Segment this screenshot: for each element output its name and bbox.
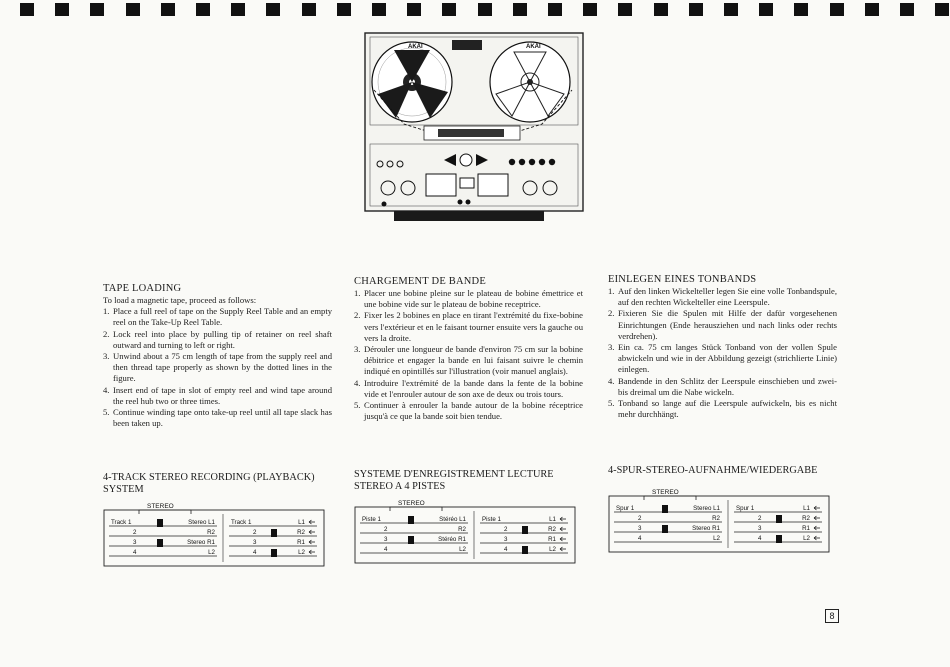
step-text: Placer une bobine pleine sur le plateau de bobine émettrice et une bobine vide sur le plateau de bobine receptrice.	[364, 288, 583, 310]
step-text: Unwind about a 75 cm length of tape from the supply reel and then thread tape properly as shown by the dotted lines in the figure.	[113, 351, 332, 384]
step-number: 1.	[103, 306, 110, 317]
direction-arrow-icon	[560, 527, 566, 531]
punch-hole	[90, 3, 104, 16]
step-text: Dérouler une longueur de bande d'environ 75 cm sur la bobine débitrice et engager la bande en lui faisant suivre le chemin indiqué en opintillés sur l'illustration (voir manuel anglais).	[364, 344, 583, 377]
instruction-step	[103, 351, 332, 385]
track-channel: R2	[712, 515, 720, 522]
german-heading: EINLEGEN EINES TONBANDS	[608, 274, 757, 285]
head-gap-mark	[662, 505, 668, 513]
direction-arrow-icon	[560, 537, 566, 541]
track-label: 2	[504, 526, 508, 533]
direction-arrow-icon	[560, 517, 566, 521]
german-steps	[608, 286, 837, 420]
head-gap-mark	[408, 536, 414, 544]
track-channel: L1	[298, 519, 305, 526]
track-label: 2	[638, 515, 642, 522]
step-text: Insert end of tape in slot of empty reel and wind tape around the reel hub two or three times.	[113, 384, 332, 406]
french-instructions	[354, 276, 583, 422]
english-intro: To load a magnetic tape, proceed as follows:	[103, 295, 257, 305]
step-text: Introduire l'extrémité de la bande dans la fente de la bobine vide et l'enrouler autour de son axe de deux ou trois tours.	[364, 377, 583, 399]
instruction-step	[354, 378, 583, 400]
step-text: Tonband so lange auf die Leerspule aufwickeln, bis es nicht mehr durchhängt.	[618, 398, 837, 420]
punch-hole	[337, 3, 351, 16]
head-gap-mark	[776, 535, 782, 543]
punch-hole	[794, 3, 808, 16]
head-gap-mark	[271, 529, 277, 537]
track-label: Track 1	[231, 519, 252, 526]
track-channel: L1	[803, 505, 810, 512]
instruction-step	[354, 288, 583, 310]
head-gap-mark	[522, 526, 528, 534]
track-channel: L1	[549, 516, 556, 523]
track-label: Spur 1	[616, 505, 635, 512]
track-channel: L2	[208, 549, 215, 556]
direction-arrow-icon	[309, 540, 315, 544]
step-text: Bandende in den Schlitz der Leerspule einschieben und zwei- bis dreimal um die Nabe wickeln.	[618, 375, 837, 397]
punch-hole	[161, 3, 175, 16]
step-text: Auf den linken Wickelteller legen Sie eine volle Tonbandspule, auf den rechten Wickelteller eine Leerspule.	[618, 286, 837, 308]
instruction-step	[354, 400, 583, 422]
track-channel: Stéréo L1	[439, 516, 466, 523]
english-heading: TAPE LOADING	[103, 283, 182, 294]
direction-arrow-icon	[814, 506, 820, 510]
direction-arrow-icon	[560, 547, 566, 551]
punch-hole	[55, 3, 69, 16]
step-number: 3.	[354, 344, 361, 355]
head-gap-mark	[408, 516, 414, 524]
track-diagram	[608, 486, 830, 556]
step-text: Ein ca. 75 cm langes Stück Tonband von der vollen Spule abwickeln und wie in der Abbildung gezeigt (strichlierte Linie) einlegen.	[618, 342, 837, 375]
brand-right-label: AKAI	[526, 44, 541, 50]
track-label: 3	[133, 539, 137, 546]
step-number: 5.	[608, 398, 615, 409]
track-channel: R2	[458, 526, 466, 533]
track-channel: R2	[802, 515, 810, 522]
track-label: 4	[758, 535, 762, 542]
step-number: 5.	[103, 407, 110, 418]
german-track-heading: 4-SPUR-STEREO-AUFNAHME/WIEDERGABE	[608, 465, 818, 476]
track-label: 4	[384, 546, 388, 553]
track-label: 3	[384, 536, 388, 543]
step-number: 1.	[354, 288, 361, 298]
german-track-table	[608, 486, 830, 556]
track-label: Piste 1	[362, 516, 381, 523]
step-number: 2.	[608, 308, 615, 319]
german-instructions	[608, 274, 837, 420]
punch-hole	[231, 3, 245, 16]
direction-arrow-icon	[309, 530, 315, 534]
head-gap-mark	[662, 525, 668, 533]
instruction-step	[354, 310, 583, 344]
track-label: 3	[253, 539, 257, 546]
track-label: 4	[638, 535, 642, 542]
step-number: 2.	[354, 310, 361, 321]
brand-left-label: AKAI	[408, 44, 423, 50]
instruction-step	[103, 407, 332, 429]
punch-hole	[865, 3, 879, 16]
track-label: 2	[758, 515, 762, 522]
step-text: Place a full reel of tape on the Supply Reel Table and an empty reel on the Take-Up Reel Table.	[113, 306, 332, 328]
punch-hole	[196, 3, 210, 16]
punch-hole	[830, 3, 844, 16]
punch-hole	[654, 3, 668, 16]
direction-arrow-icon	[309, 550, 315, 554]
tape-deck-illustration	[364, 32, 584, 224]
track-channel: Stéréo R1	[438, 536, 466, 543]
track-channel: R2	[297, 529, 305, 536]
punch-hole	[583, 3, 597, 16]
instruction-step	[608, 398, 837, 420]
track-channel: L2	[459, 546, 466, 553]
track-label: 2	[133, 529, 137, 536]
punch-hole	[126, 3, 140, 16]
track-channel: R2	[548, 526, 556, 533]
track-channel: Stereo R1	[187, 539, 215, 546]
step-number: 5.	[354, 400, 361, 411]
track-label: 3	[758, 525, 762, 532]
track-channel: R1	[548, 536, 556, 543]
direction-arrow-icon	[814, 536, 820, 540]
binder-punch-strip	[0, 0, 950, 20]
track-label: Spur 1	[736, 505, 755, 512]
track-label: 4	[253, 549, 257, 556]
track-channel: R1	[802, 525, 810, 532]
stereo-bracket	[390, 507, 442, 511]
step-number: 2.	[103, 328, 110, 339]
punch-hole	[20, 3, 34, 16]
head-gap-mark	[271, 549, 277, 557]
punch-hole	[724, 3, 738, 16]
track-label: Piste 1	[482, 516, 501, 523]
french-track-table	[354, 497, 576, 567]
track-channel: L2	[549, 546, 556, 553]
supply-reel-icon	[372, 42, 452, 122]
stereo-label: STEREO	[652, 489, 679, 496]
step-text: Lock reel into place by pulling tip of retainer on reel shaft outward and turning to left or right.	[113, 328, 332, 350]
step-number: 1.	[608, 286, 615, 296]
step-number: 4.	[354, 377, 361, 388]
punch-hole	[689, 3, 703, 16]
track-diagram	[354, 497, 576, 567]
direction-arrow-icon	[814, 516, 820, 520]
instruction-step	[103, 385, 332, 407]
french-track-heading: SYSTEME D'ENREGISTREMENT LECTURE STEREO A 4 PISTES	[354, 469, 554, 492]
punch-hole	[759, 3, 773, 16]
punch-hole	[478, 3, 492, 16]
step-text: Fixer les 2 bobines en place en tirant l'extrémité du fixe-bobine vers l'extérieur et en le faisant tourner ensuite vers la gauche ou vers la droite.	[364, 310, 583, 343]
track-channel: Stereo L1	[693, 505, 720, 512]
french-steps	[354, 288, 583, 422]
track-label: 4	[504, 546, 508, 553]
instruction-step	[103, 306, 332, 328]
track-label: Track 1	[111, 519, 132, 526]
stereo-bracket	[644, 496, 696, 500]
track-label: 2	[384, 526, 388, 533]
english-track-table	[103, 500, 325, 570]
track-channel: L2	[713, 535, 720, 542]
english-instructions	[103, 283, 332, 429]
direction-arrow-icon	[309, 520, 315, 524]
track-channel: R2	[207, 529, 215, 536]
track-channel: L2	[298, 549, 305, 556]
page-number: 8	[825, 609, 839, 623]
head-gap-mark	[522, 546, 528, 554]
direction-arrow-icon	[814, 526, 820, 530]
instruction-step	[608, 286, 837, 308]
head-gap-mark	[776, 515, 782, 523]
step-number: 3.	[103, 351, 110, 362]
punch-hole	[302, 3, 316, 16]
step-text: Continuer à enrouler la bande autour de la bobine réceptrice jusqu'à ce que la bande soit bien tendue.	[364, 400, 583, 422]
punch-hole	[548, 3, 562, 16]
tape-deck-drawing	[364, 32, 584, 224]
track-diagram	[103, 500, 325, 570]
head-gap-mark	[157, 539, 163, 547]
instruction-step	[608, 342, 837, 376]
track-label: 4	[133, 549, 137, 556]
instruction-step	[354, 344, 583, 378]
punch-hole	[407, 3, 421, 16]
stereo-label: STEREO	[398, 500, 425, 507]
head-gap-mark	[157, 519, 163, 527]
instruction-step	[608, 308, 837, 342]
track-label: 2	[253, 529, 257, 536]
take-up-reel-icon	[490, 42, 570, 122]
punch-hole	[372, 3, 386, 16]
stereo-bracket	[139, 510, 191, 514]
english-steps	[103, 306, 332, 429]
step-number: 4.	[608, 375, 615, 386]
step-text: Fixieren Sie die Spulen mit Hilfe der dafür vorgesehenen Einrichtungen (Ende herausziehen und nach links oder rechts verdrehen).	[618, 308, 837, 341]
instruction-step	[608, 376, 837, 398]
french-heading: CHARGEMENT DE BANDE	[354, 276, 486, 287]
track-channel: L2	[803, 535, 810, 542]
track-label: 3	[638, 525, 642, 532]
track-label: 3	[504, 536, 508, 543]
instruction-step	[103, 329, 332, 351]
punch-hole	[618, 3, 632, 16]
step-number: 3.	[608, 342, 615, 353]
punch-hole	[935, 3, 949, 16]
track-channel: Stereo L1	[188, 519, 215, 526]
track-channel: R1	[297, 539, 305, 546]
stereo-label: STEREO	[147, 503, 174, 510]
track-channel: Stereo R1	[692, 525, 720, 532]
punch-hole	[900, 3, 914, 16]
english-track-heading: 4-TRACK STEREO RECORDING (PLAYBACK) SYSTEM	[103, 472, 315, 495]
punch-hole	[266, 3, 280, 16]
punch-hole	[513, 3, 527, 16]
step-text: Continue winding tape onto take-up reel until all tape slack has been taken up.	[113, 407, 332, 429]
punch-hole	[442, 3, 456, 16]
step-number: 4.	[103, 384, 110, 395]
